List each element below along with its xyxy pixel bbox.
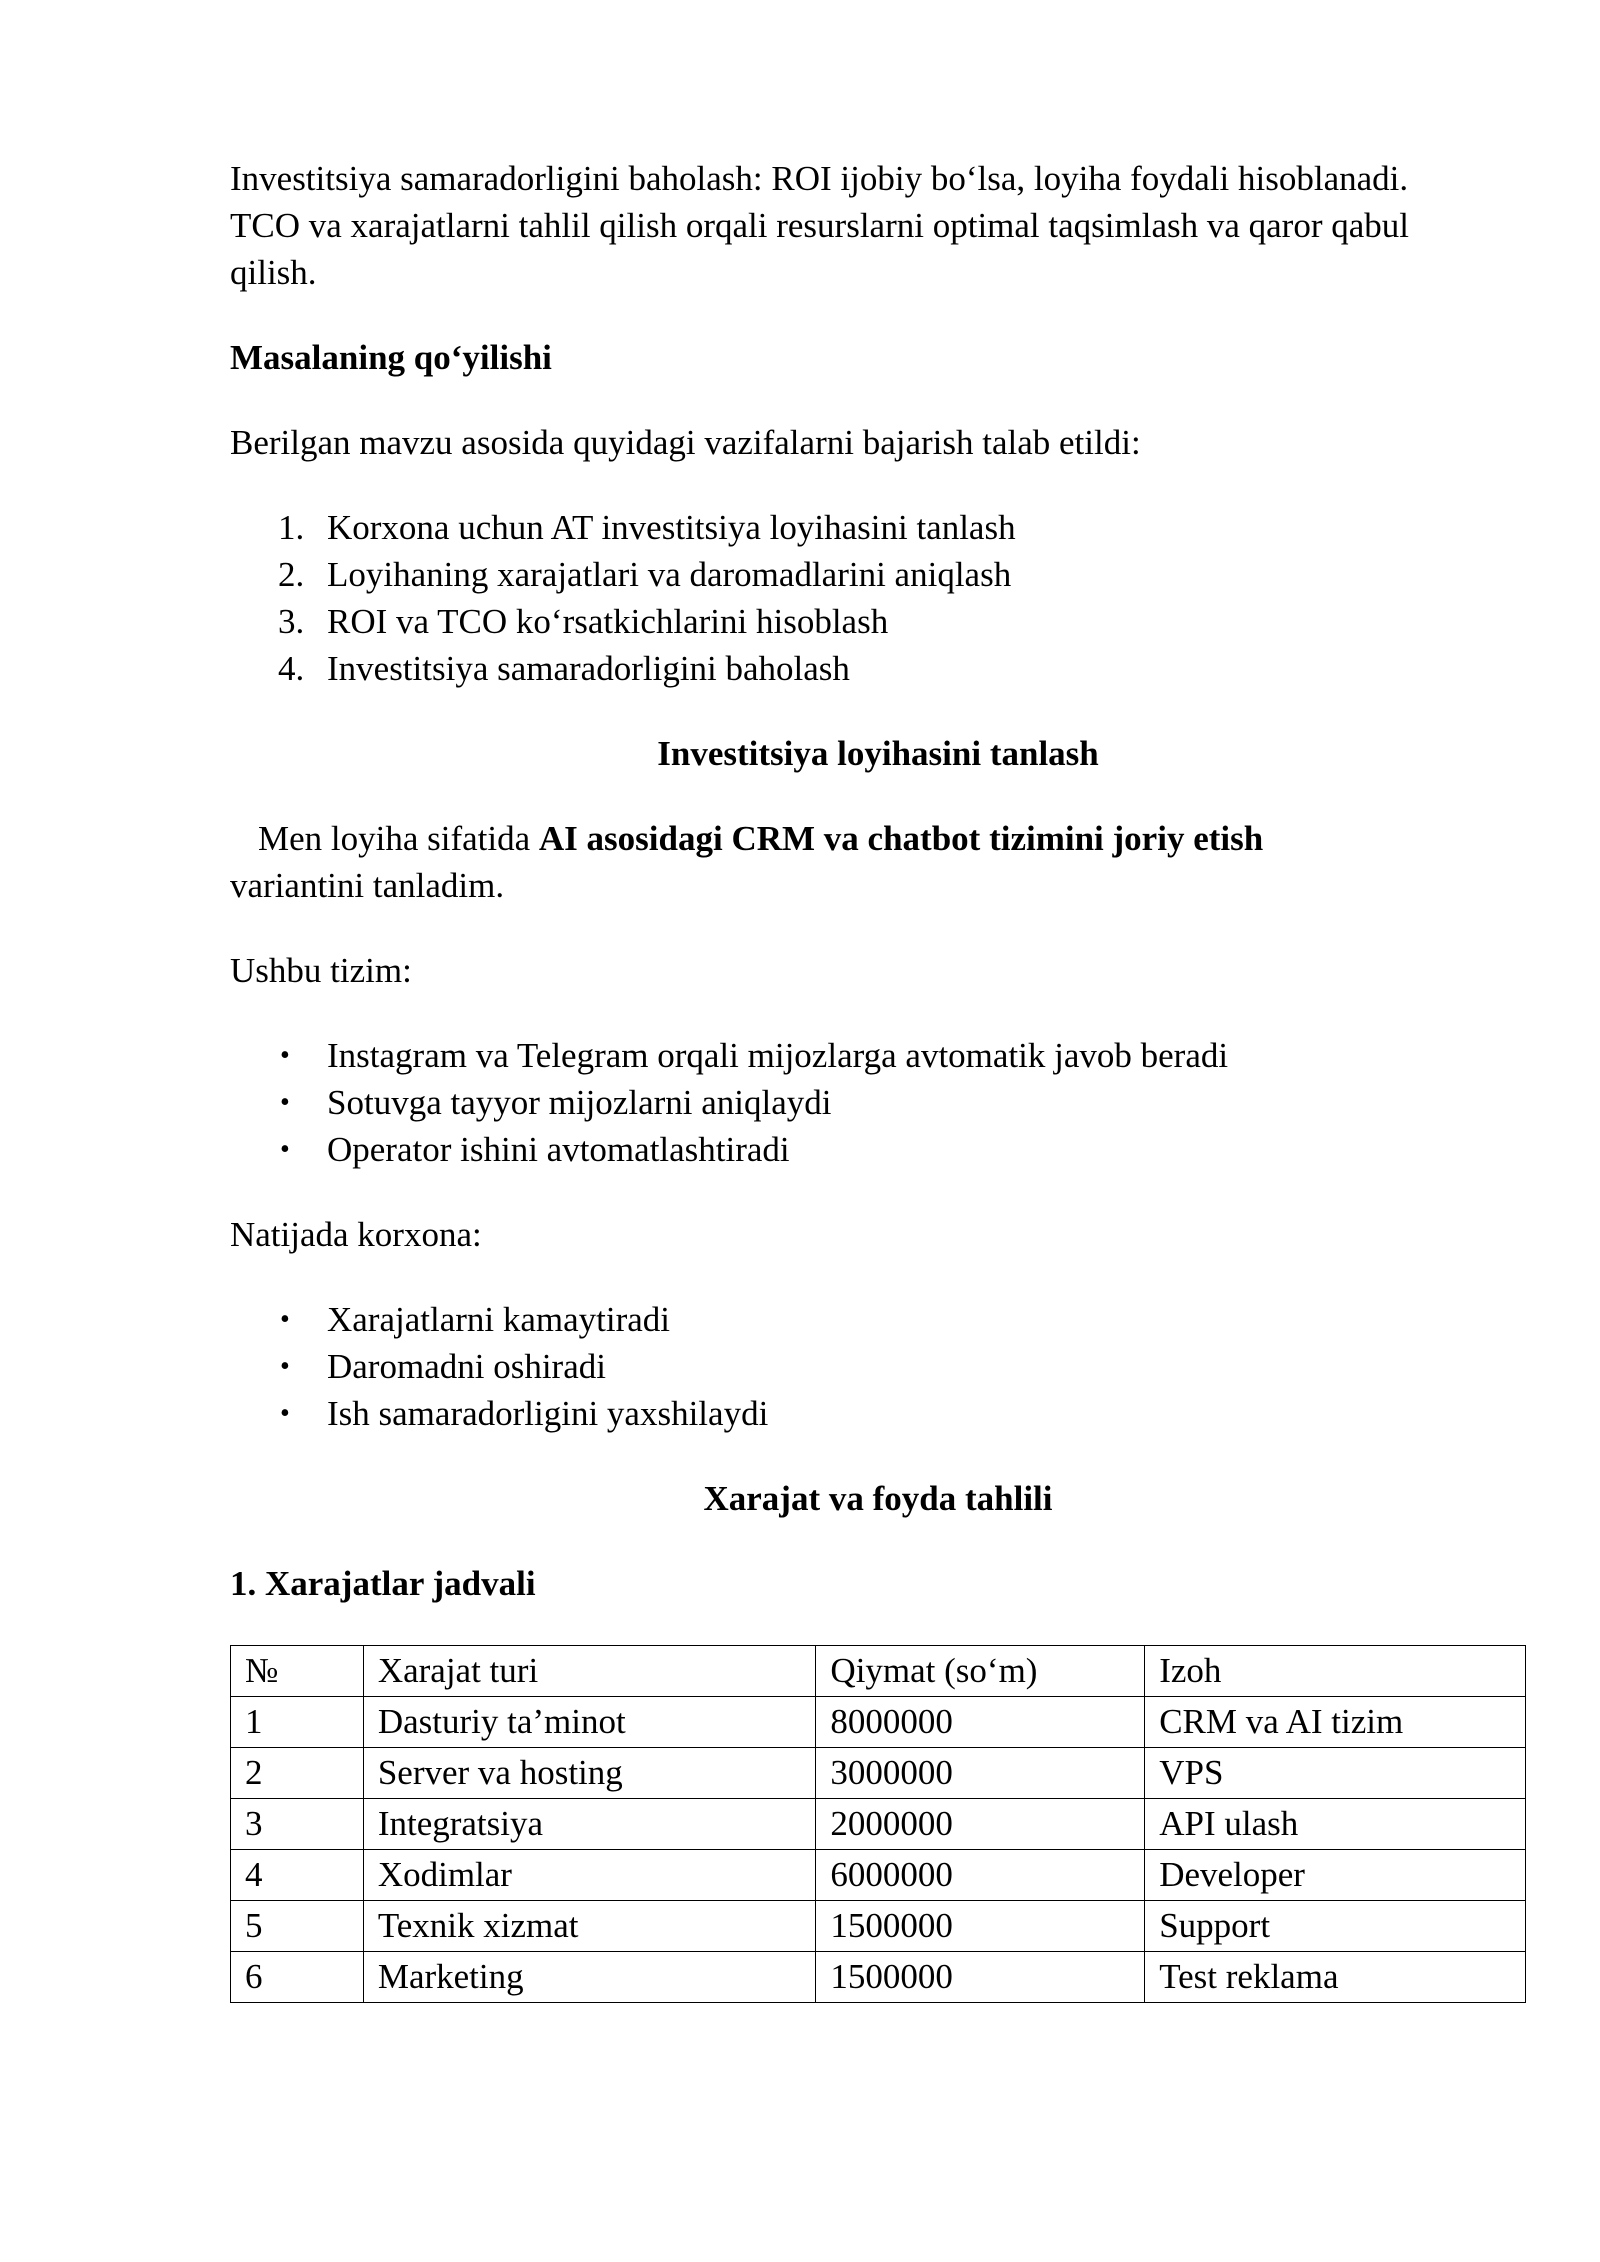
task-text: Investitsiya samaradorligini baholash xyxy=(327,649,850,688)
bullet-icon: • xyxy=(280,1134,290,1165)
table-cell: 1500000 xyxy=(816,1952,1145,2003)
table-cell: Marketing xyxy=(363,1952,816,2003)
document-content xyxy=(230,155,1526,2003)
task-item xyxy=(230,551,1526,598)
task-number: 3. xyxy=(278,602,305,641)
task-text: Loyihaning xarajatlari va daromadlarini aniqlash xyxy=(327,555,1012,594)
list-item xyxy=(230,1079,1526,1126)
system-feature-list xyxy=(230,1032,1526,1173)
header-cell-note: Izoh xyxy=(1145,1646,1526,1697)
bullet-icon: • xyxy=(280,1398,290,1429)
selection-project-name: AI asosidagi CRM va chatbot tizimini joriy etish xyxy=(538,819,1264,858)
table-row xyxy=(231,1952,1526,2003)
table-row xyxy=(231,1697,1526,1748)
task-item xyxy=(230,645,1526,692)
task-text: Korxona uchun AT investitsiya loyihasini tanlash xyxy=(327,508,1016,547)
table-cell: 3 xyxy=(231,1799,364,1850)
header-cell-value: Qiymat (so‘m) xyxy=(816,1646,1145,1697)
task-list xyxy=(230,504,1526,692)
list-item xyxy=(230,1390,1526,1437)
bullet-icon: • xyxy=(280,1351,290,1382)
intro-paragraph xyxy=(230,155,1526,296)
table-cell: 6 xyxy=(231,1952,364,2003)
list-item xyxy=(230,1343,1526,1390)
table-cell: Server va hosting xyxy=(363,1748,816,1799)
list-item xyxy=(230,1126,1526,1173)
table-cell: 1500000 xyxy=(816,1901,1145,1952)
table-cell: 2 xyxy=(231,1748,364,1799)
list-item-text: Xarajatlarni kamaytiradi xyxy=(327,1300,671,1339)
task-item xyxy=(230,598,1526,645)
table-cell: 2000000 xyxy=(816,1799,1145,1850)
table-header-row xyxy=(231,1646,1526,1697)
list-item-text: Operator ishini avtomatlashtiradi xyxy=(327,1130,790,1169)
result-list xyxy=(230,1296,1526,1437)
list-item-text: Ish samaradorligini yaxshilaydi xyxy=(327,1394,769,1433)
table-cell: Support xyxy=(1145,1901,1526,1952)
task-number: 2. xyxy=(278,555,305,594)
table-cell: Developer xyxy=(1145,1850,1526,1901)
table-cell: Xodimlar xyxy=(363,1850,816,1901)
list-item xyxy=(230,1032,1526,1079)
table-cell: 1 xyxy=(231,1697,364,1748)
intro-line-3: qilish. xyxy=(230,253,317,292)
bullet-icon: • xyxy=(280,1040,290,1071)
selection-paragraph xyxy=(230,815,1526,909)
header-cell-number: № xyxy=(231,1646,364,1697)
problem-heading: Masalaning qo‘yilishi xyxy=(230,338,552,377)
table-cell: 3000000 xyxy=(816,1748,1145,1799)
table-row xyxy=(231,1748,1526,1799)
list-item xyxy=(230,1296,1526,1343)
table-row xyxy=(231,1901,1526,1952)
table-cell: 8000000 xyxy=(816,1697,1145,1748)
table-cell: Integratsiya xyxy=(363,1799,816,1850)
task-number: 1. xyxy=(278,508,305,547)
intro-line-2: TCO va xarajatlarni tahlil qilish orqali resurslarni optimal taqsimlash va qaror qabul xyxy=(230,206,1409,245)
table-cell: CRM va AI tizim xyxy=(1145,1697,1526,1748)
table-cell: VPS xyxy=(1145,1748,1526,1799)
table-cell: 5 xyxy=(231,1901,364,1952)
selection-text-after: variantini tanladim. xyxy=(230,866,505,905)
table-title: 1. Xarajatlar jadvali xyxy=(230,1564,536,1603)
bullet-icon: • xyxy=(280,1304,290,1335)
list-item-text: Daromadni oshiradi xyxy=(327,1347,606,1386)
result-lead: Natijada korxona: xyxy=(230,1215,482,1254)
table-cell: Test reklama xyxy=(1145,1952,1526,2003)
list-item-text: Instagram va Telegram orqali mijozlarga avtomatik javob beradi xyxy=(327,1036,1229,1075)
table-cell: Texnik xizmat xyxy=(363,1901,816,1952)
table-row xyxy=(231,1799,1526,1850)
bullet-icon: • xyxy=(280,1087,290,1118)
table-cell: Dasturiy ta’minot xyxy=(363,1697,816,1748)
table-cell: 6000000 xyxy=(816,1850,1145,1901)
analysis-heading: Xarajat va foyda tahlili xyxy=(703,1479,1053,1518)
cost-table xyxy=(230,1645,1526,2003)
list-item-text: Sotuvga tayyor mijozlarni aniqlaydi xyxy=(327,1083,832,1122)
problem-lead: Berilgan mavzu asosida quyidagi vazifalarni bajarish talab etildi: xyxy=(230,423,1141,462)
task-text: ROI va TCO ko‘rsatkichlarini hisoblash xyxy=(327,602,889,641)
header-cell-type: Xarajat turi xyxy=(363,1646,816,1697)
selection-heading: Investitsiya loyihasini tanlash xyxy=(657,734,1099,773)
table-row xyxy=(231,1850,1526,1901)
table-cell: 4 xyxy=(231,1850,364,1901)
task-item xyxy=(230,504,1526,551)
system-lead: Ushbu tizim: xyxy=(230,951,412,990)
intro-line-1: Investitsiya samaradorligini baholash: ROI ijobiy bo‘lsa, loyiha foydali hisoblanadi. xyxy=(230,159,1409,198)
selection-text-before: Men loyiha sifatida xyxy=(258,819,539,858)
table-cell: API ulash xyxy=(1145,1799,1526,1850)
task-number: 4. xyxy=(278,649,305,688)
